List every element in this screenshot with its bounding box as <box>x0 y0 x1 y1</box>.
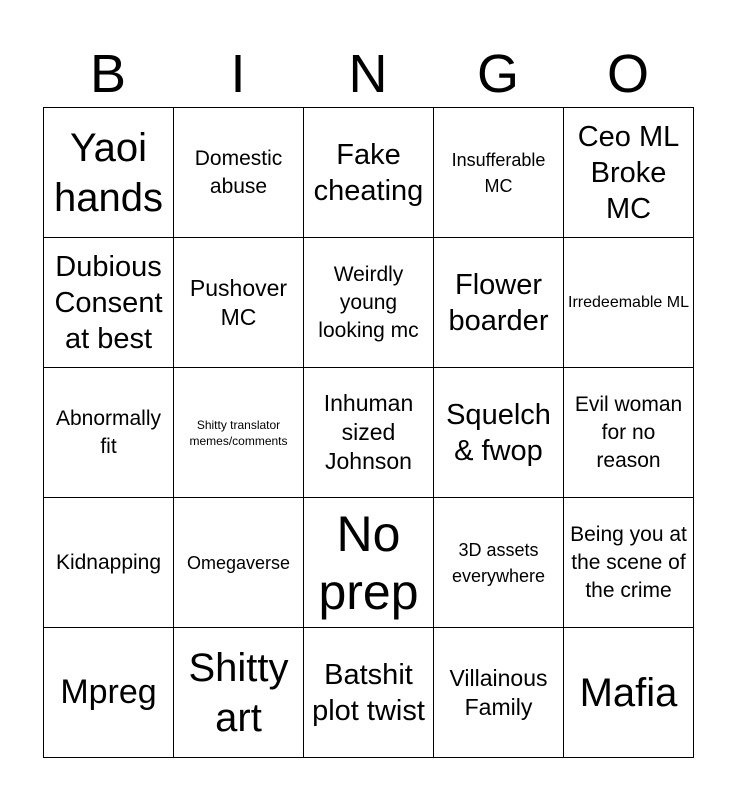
bingo-cell[interactable] <box>174 628 304 758</box>
bingo-cell[interactable] <box>434 368 564 498</box>
bingo-header <box>43 40 693 108</box>
cell-label: Being you at the scene of the crime <box>570 522 687 602</box>
cell-label: Inhuman sized Johnson <box>323 390 414 474</box>
cell-label: Mpreg <box>60 673 157 711</box>
cell-label: Ceo ML Broke MC <box>577 120 680 225</box>
header-letter-i: I <box>230 44 246 104</box>
cell-label: Batshit plot twist <box>312 658 425 727</box>
cell-label: Kidnapping <box>55 550 162 574</box>
bingo-cell[interactable] <box>44 108 174 238</box>
bingo-cell[interactable] <box>304 238 434 368</box>
header-letter-b: B <box>89 44 127 104</box>
cell-label: 3D assets everywhere <box>451 539 546 586</box>
cell-label: Flower boarder <box>448 268 549 337</box>
cell-label: Irredeemable ML <box>568 293 689 311</box>
bingo-cell[interactable] <box>564 628 694 758</box>
cell-label: No prep <box>318 505 419 620</box>
bingo-cell[interactable] <box>174 238 304 368</box>
bingo-cell[interactable] <box>434 238 564 368</box>
bingo-cell[interactable] <box>434 498 564 628</box>
cell-label: Insufferable MC <box>451 149 546 196</box>
bingo-cell[interactable] <box>44 368 174 498</box>
cell-label: Dubious Consent at best <box>54 250 163 355</box>
bingo-cell[interactable] <box>434 108 564 238</box>
cell-label: Squelch & fwop <box>446 398 551 467</box>
cell-label: Weirdly young looking mc <box>318 262 419 342</box>
cell-label: Yaoi hands <box>54 125 163 220</box>
bingo-cell[interactable] <box>44 498 174 628</box>
cell-label: Mafia <box>579 670 678 715</box>
cell-label: Abnormally fit <box>55 406 162 458</box>
cell-label: Domestic abuse <box>194 146 283 198</box>
cell-label: Villainous Family <box>449 664 548 720</box>
cell-label: Omegaverse <box>186 552 291 573</box>
bingo-cell[interactable] <box>564 238 694 368</box>
bingo-cell[interactable] <box>304 498 434 628</box>
cell-label: Evil woman for no reason <box>574 392 683 472</box>
bingo-cell[interactable] <box>174 498 304 628</box>
bingo-cell[interactable] <box>304 108 434 238</box>
header-letter-o: O <box>606 44 649 104</box>
bingo-cell[interactable] <box>44 238 174 368</box>
bingo-cell[interactable] <box>44 628 174 758</box>
cell-label: Fake cheating <box>313 138 424 207</box>
bingo-cell[interactable] <box>564 498 694 628</box>
cell-label: Pushover MC <box>189 274 288 330</box>
cell-label: Shitty art <box>188 645 289 740</box>
bingo-cell[interactable] <box>434 628 564 758</box>
bingo-board <box>43 107 694 758</box>
cell-label: Shitty translator memes/comments <box>189 417 288 448</box>
bingo-cell[interactable] <box>304 368 434 498</box>
bingo-cell[interactable] <box>564 368 694 498</box>
bingo-cell[interactable] <box>174 368 304 498</box>
bingo-cell[interactable] <box>174 108 304 238</box>
header-letter-g: G <box>476 44 519 104</box>
bingo-cell[interactable] <box>564 108 694 238</box>
bingo-cell[interactable] <box>304 628 434 758</box>
header-letter-n: N <box>348 44 388 104</box>
